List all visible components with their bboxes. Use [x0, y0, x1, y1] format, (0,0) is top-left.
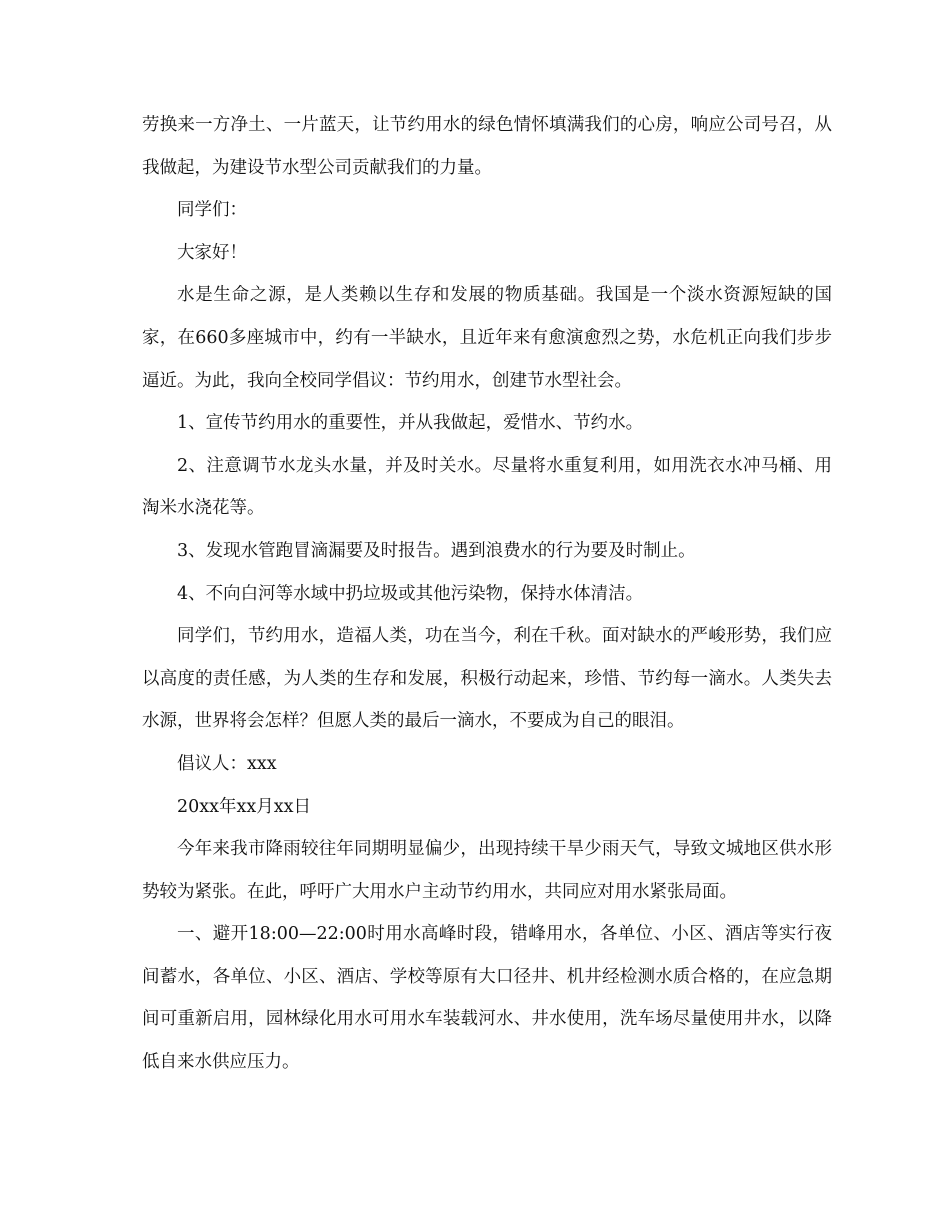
document-body — [142, 104, 832, 1084]
paragraph-signature: 倡议人：xxx — [177, 753, 277, 774]
paragraph-drought-notice: 今年来我市降雨较往年同期明显偏少，出现持续干旱少雨天气，导致文城地区供水形势较为紧张。在此，呼吁广大用水户主动节约用水，共同应对用水紧张局面。 — [142, 839, 832, 902]
paragraph-measure-1: 一、避开18:00—22:00时用水高峰时段，错峰用水，各单位、小区、酒店等实行夜间蓄水，各单位、小区、酒店、学校等原有大口径井、机井经检测水质合格的，在应急期间可重新启用，园林绿化用水可用水车装载河水、井水使用，洗车场尽量使用井水，以降低自来水供应压力。 — [142, 924, 832, 1073]
paragraph-greeting: 大家好！ — [177, 242, 247, 263]
paragraph-item-3: 3、发现水管跑冒滴漏要及时报告。遇到浪费水的行为要及时制止。 — [177, 540, 696, 561]
paragraph-conclusion: 同学们，节约用水，造福人类，功在当今，利在千秋。面对缺水的严峻形势，我们应以高度的责任感，为人类的生存和发展，积极行动起来，珍惜、节约每一滴水。人类失去水源，世界将会怎样？但愿人类的最后一滴水，不要成为自己的眼泪。 — [142, 626, 832, 732]
paragraph-salutation: 同学们： — [177, 200, 247, 221]
paragraph-continuation: 劳换来一方净土、一片蓝天，让节约用水的绿色情怀填满我们的心房，响应公司号召，从我做起，为建设节水型公司贡献我们的力量。 — [142, 115, 832, 178]
paragraph-item-4: 4、不向白河等水域中扔垃圾或其他污染物，保持水体清洁。 — [177, 583, 644, 604]
paragraph-intro: 水是生命之源，是人类赖以生存和发展的物质基础。我国是一个淡水资源短缺的国家，在660多座城市中，约有一半缺水，且近年来有愈演愈烈之势，水危机正向我们步步逼近。为此，我向全校同学倡议：节约用水，创建节水型社会。 — [142, 285, 832, 391]
paragraph-item-1: 1、宣传节约用水的重要性，并从我做起，爱惜水、节约水。 — [177, 413, 644, 434]
paragraph-date: 20xx年xx月xx日 — [177, 796, 311, 817]
paragraph-item-2: 2、注意调节水龙头水量，并及时关水。尽量将水重复利用，如用洗衣水冲马桶、用淘米水浇花等。 — [142, 455, 832, 519]
